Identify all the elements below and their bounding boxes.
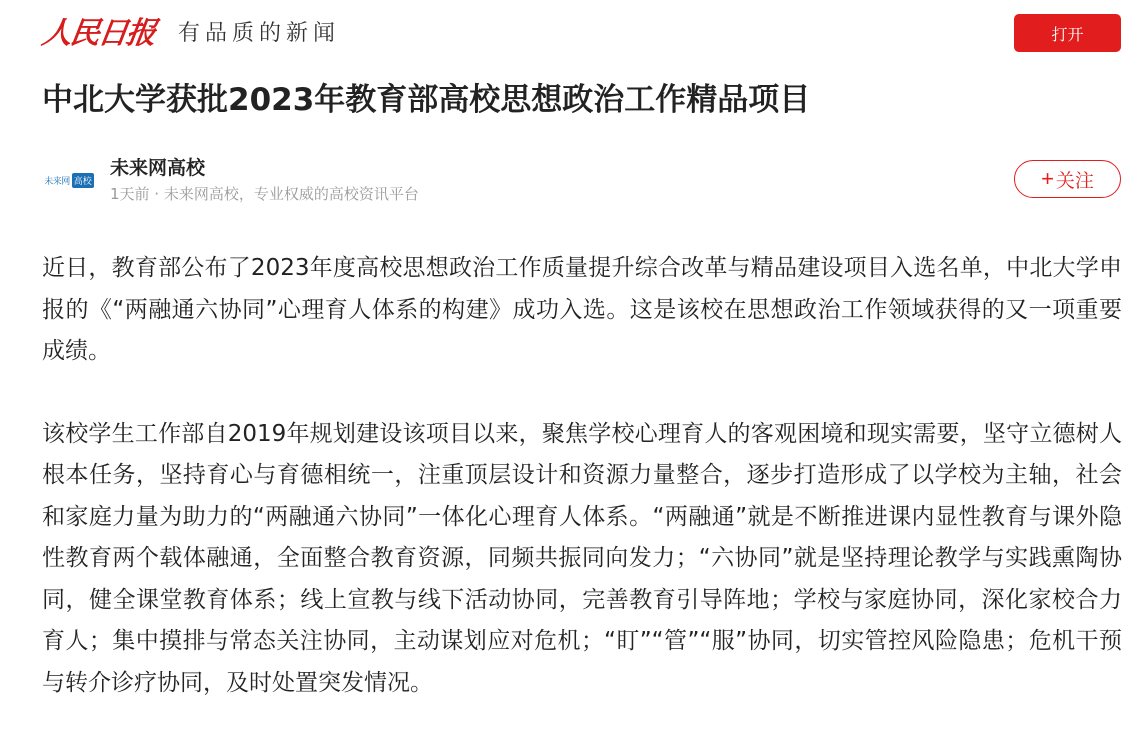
plus-icon: + xyxy=(1041,166,1054,191)
follow-button[interactable] xyxy=(1014,160,1121,198)
avatar-logo-text: 未来网 xyxy=(44,176,70,187)
brand-slogan: 有品质的新闻 xyxy=(178,21,341,46)
article-paragraph: 该校学生工作部自2019年规划建设该项目以来，聚焦学校心理育人的客观困境和现实需要，坚守立德树人根本任务，坚持育心与育德相统一，注重顶层设计和资源力量整合，逐步打造形成了以学校为主轴，社会和家庭力量为助力的“两融通六协同”一体化心理育人体系。“两融通”就是不断推进课内显性教育与课外隐性教育两个载体融通，全面整合教育资源，同频共振同向发力；“六协同”就是坚持理论教学与实践熏陶协同，健全课堂教育体系；线上宣教与线下活动协同，完善教育引导阵地；学校与家庭协同，深化家校合力育人；集中摸排与常态关注协同，主动谋划应对危机；“盯”“管”“服”协同，切实管控风险隐患；危机干预与转介诊疗协同，及时处置突发情况。 xyxy=(42,420,1122,696)
author-meta: 1天前 · 未来网高校，专业权威的高校资讯平台 xyxy=(110,185,419,203)
avatar-logo-tag: 高校 xyxy=(72,173,94,188)
author-name[interactable]: 未来网高校 xyxy=(110,157,206,179)
article-title: 中北大学获批2023年教育部高校思想政治工作精品项目 xyxy=(42,82,811,118)
article-paragraph: 近日，教育部公布了2023年度高校思想政治工作质量提升综合改革与精品建设项目入选名单，中北大学申报的《“两融通六协同”心理育人体系的构建》成功入选。这是该校在思想政治工作领域获得的又一项重要成绩。 xyxy=(42,255,1122,364)
follow-label: 关注 xyxy=(1055,170,1094,192)
open-app-button[interactable]: 打开 xyxy=(1014,14,1121,52)
brand[interactable] xyxy=(39,14,341,54)
peoples-daily-logo[interactable]: 人民日报 xyxy=(39,16,157,51)
author-row xyxy=(42,152,1122,212)
article-body xyxy=(42,248,1122,704)
top-bar xyxy=(0,0,1132,64)
author-avatar[interactable] xyxy=(42,162,96,198)
